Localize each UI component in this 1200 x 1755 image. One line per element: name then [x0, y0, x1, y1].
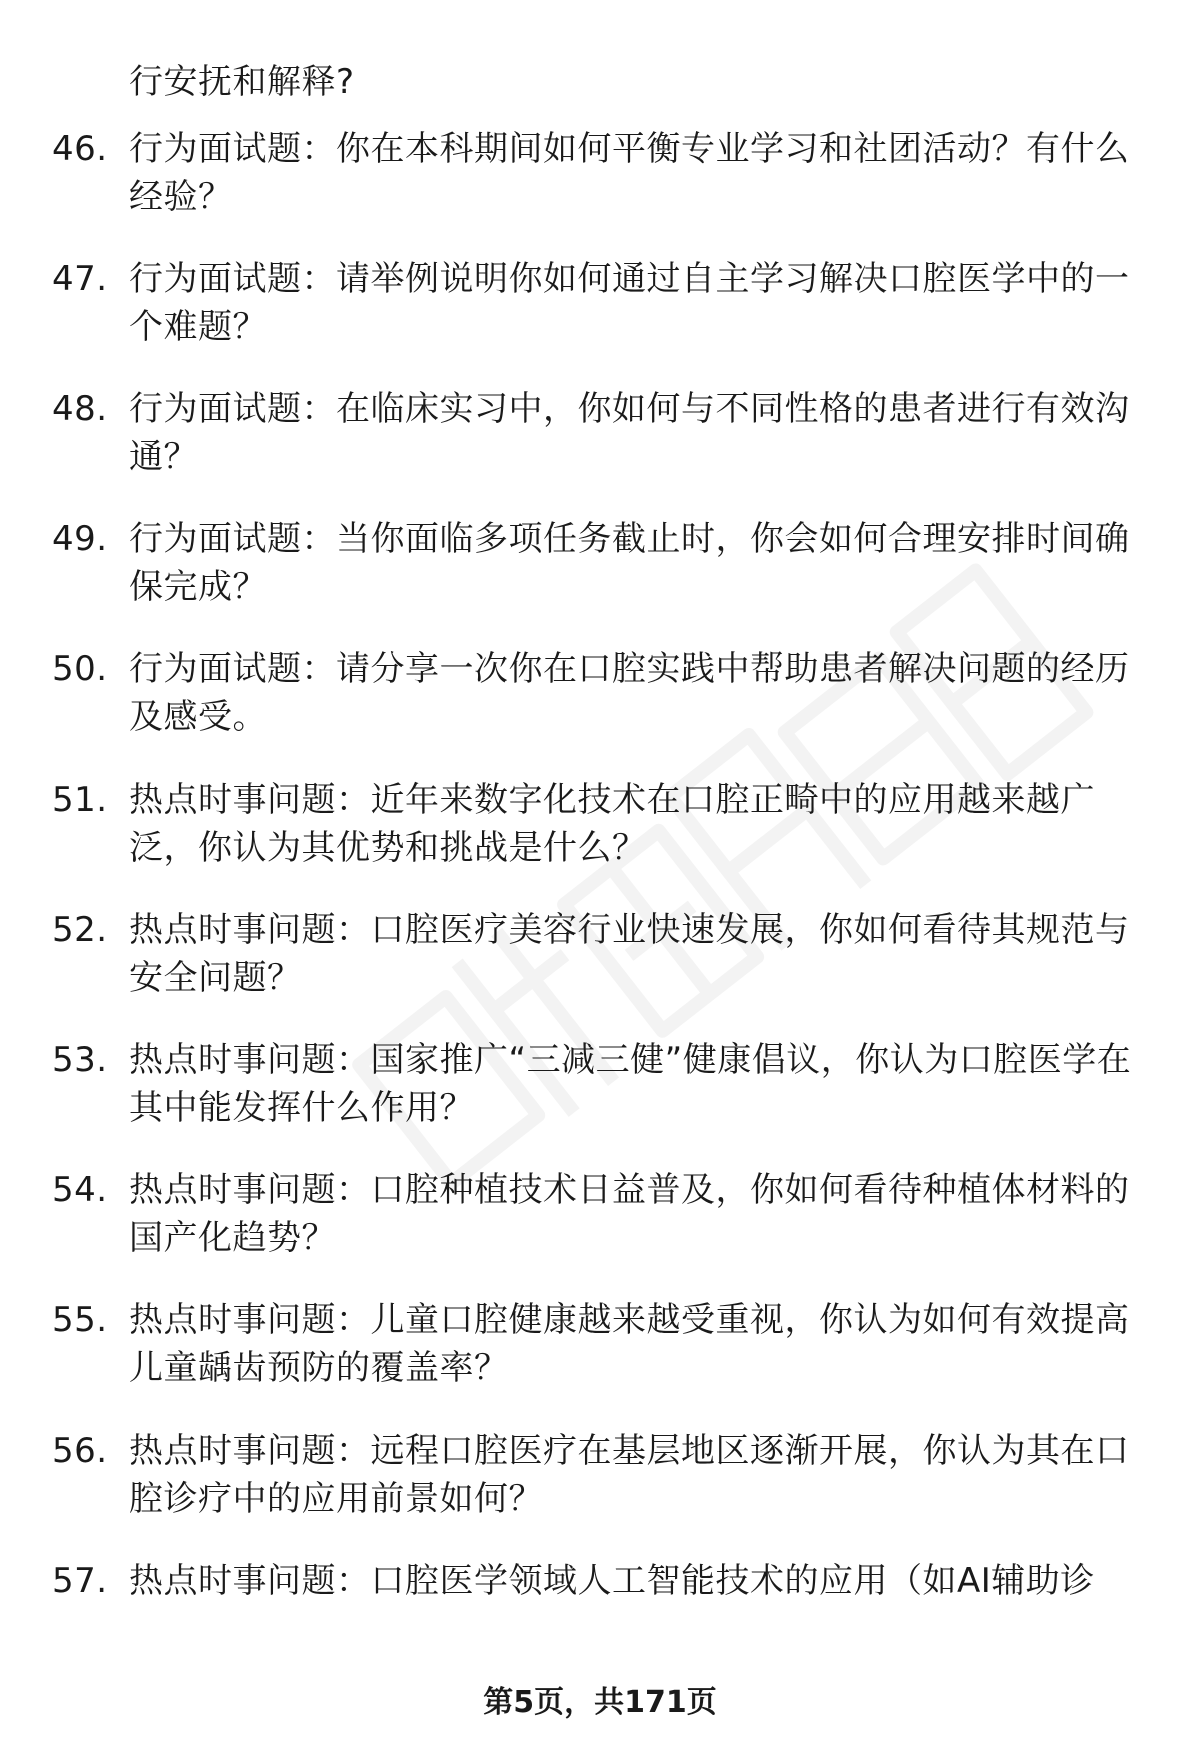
- question-item-49: [52, 515, 1152, 611]
- question-text: 行为面试题：在临床实习中，你如何与不同性格的患者进行有效沟通？: [129, 389, 1130, 477]
- question-item-56: [52, 1427, 1152, 1523]
- question-text: 热点时事问题：口腔医疗美容行业快速发展，你如何看待其规范与安全问题？: [129, 910, 1130, 998]
- question-number: 48.: [52, 389, 108, 429]
- question-number: 54.: [52, 1170, 108, 1210]
- question-number: 46.: [52, 129, 108, 169]
- question-number: 50.: [52, 649, 108, 689]
- question-text: 行为面试题：你在本科期间如何平衡专业学习和社团活动？有什么经验？: [129, 129, 1130, 217]
- question-item-57: [52, 1557, 1152, 1605]
- question-item-53: [52, 1036, 1152, 1132]
- question-text: 热点时事问题：远程口腔医疗在基层地区逐渐开展，你认为其在口腔诊疗中的应用前景如何？: [129, 1431, 1130, 1519]
- question-text: 热点时事问题：口腔种植技术日益普及，你如何看待种植体材料的国产化趋势？: [129, 1170, 1130, 1258]
- question-item-47: [52, 255, 1152, 351]
- question-number: 52.: [52, 910, 108, 950]
- question-number: 49.: [52, 519, 108, 559]
- question-text: 热点时事问题：口腔医学领域人工智能技术的应用（如AI辅助诊: [129, 1561, 1095, 1601]
- question-item-54: [52, 1166, 1152, 1262]
- question-item-55: [52, 1296, 1152, 1392]
- question-number: 55.: [52, 1300, 108, 1340]
- continuation-text: 行安抚和解释?: [129, 62, 355, 102]
- question-text: 行为面试题：请举例说明你如何通过自主学习解决口腔医学中的一个难题？: [129, 259, 1130, 347]
- question-number: 53.: [52, 1040, 108, 1080]
- question-number: 56.: [52, 1431, 108, 1471]
- page-footer: 第5页，共171页: [483, 1685, 717, 1720]
- question-item-46: [52, 125, 1152, 221]
- question-item-51: [52, 776, 1152, 872]
- question-item-52: [52, 906, 1152, 1002]
- question-text: 热点时事问题：近年来数字化技术在口腔正畸中的应用越来越广泛，你认为其优势和挑战是什么？: [129, 780, 1095, 868]
- question-number: 51.: [52, 780, 108, 820]
- question-number: 47.: [52, 259, 108, 299]
- question-item-48: [52, 385, 1152, 481]
- question-number: 57.: [52, 1561, 108, 1601]
- question-text: 热点时事问题：儿童口腔健康越来越受重视，你认为如何有效提高儿童龋齿预防的覆盖率？: [129, 1300, 1130, 1388]
- question-text: 行为面试题：请分享一次你在口腔实践中帮助患者解决问题的经历及感受。: [129, 649, 1130, 737]
- question-text: 热点时事问题：国家推广“三减三健”健康倡议，你认为口腔医学在其中能发挥什么作用？: [129, 1040, 1132, 1128]
- question-text: 行为面试题：当你面临多项任务截止时，你会如何合理安排时间确保完成？: [129, 519, 1130, 607]
- question-item-50: [52, 645, 1152, 741]
